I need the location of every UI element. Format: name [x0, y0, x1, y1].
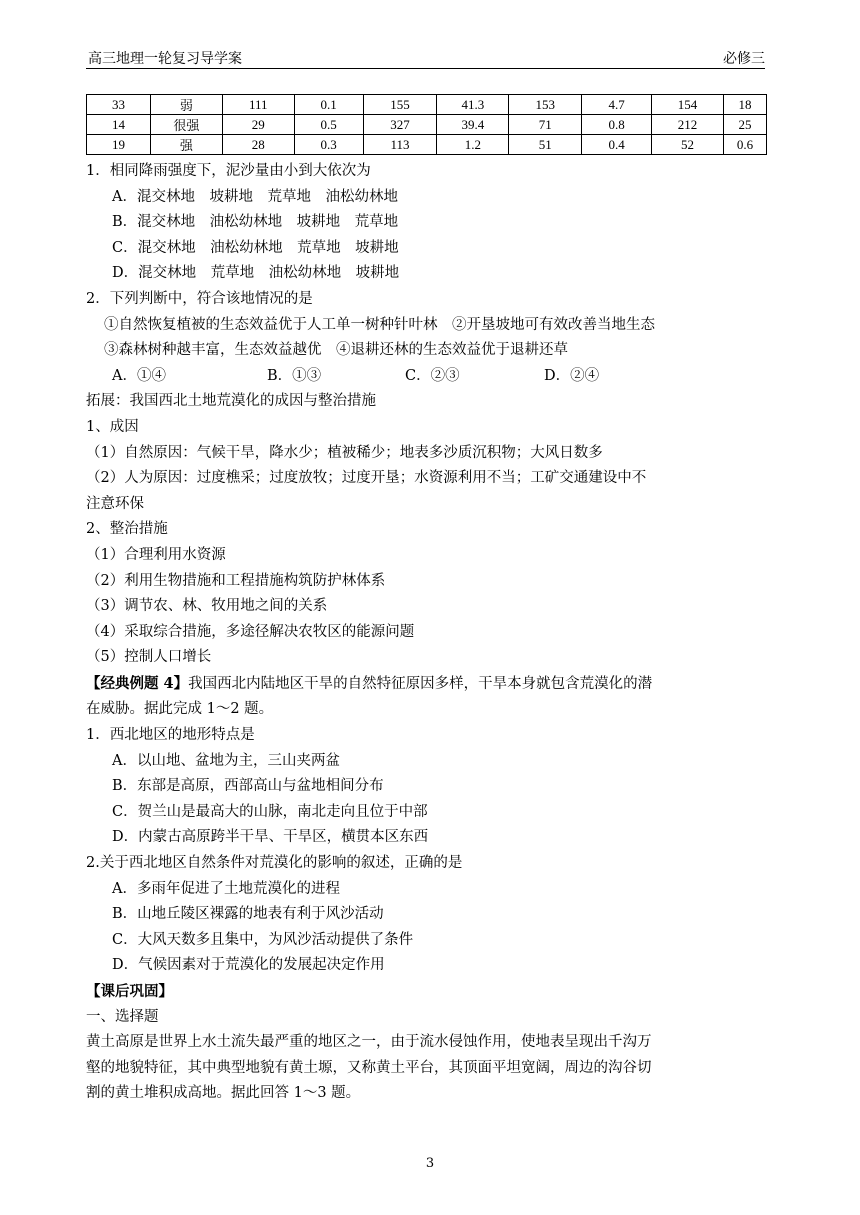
cause-heading: 1、成因: [86, 418, 139, 435]
table-cell: 25: [724, 115, 767, 135]
question-2-statements-1: ①自然恢复植被的生态效益优于人工单一树种针叶林 ②开垦坡地可有效改善当地生态: [104, 316, 655, 333]
example-4-q2-option-d: D．气候因素对于荒漠化的发展起决定作用: [112, 957, 385, 974]
example-4-q2-option-a: A．多雨年促进了土地荒漠化的进程: [112, 880, 340, 897]
table-cell: 强: [150, 135, 222, 155]
loess-paragraph-line-2: 壑的地貌特征，其中典型地貌有黄土塬，又称黄土平台，其顶面平坦宽阔，周边的沟谷切: [86, 1059, 652, 1076]
table-cell: 111: [222, 95, 294, 115]
table-cell: 0.4: [582, 135, 652, 155]
table-cell: 14: [87, 115, 151, 135]
table-cell: 19: [87, 135, 151, 155]
question-1-option-a: A．混交林地 坡耕地 荒草地 油松幼林地: [112, 188, 398, 205]
example-4-intro: [86, 671, 770, 698]
example-4-label: 【经典例题 4】: [86, 674, 189, 692]
table-cell: 4.7: [582, 95, 652, 115]
question-2-stem: 2．下列判断中，符合该地情况的是: [86, 290, 313, 307]
table-cell: 29: [222, 115, 294, 135]
example-4-q2-option-c: C．大风天数多且集中，为风沙活动提供了条件: [112, 931, 414, 948]
example-4-q2-option-b: B．山地丘陵区裸露的地表有利于风沙活动: [112, 906, 384, 923]
extension-title: 拓展：我国西北土地荒漠化的成因与整治措施: [86, 393, 376, 410]
measure-4: （4）采取综合措施，多途径解决农牧区的能源问题: [86, 623, 415, 640]
table-cell: 33: [87, 95, 151, 115]
human-causes-line-2: 注意环保: [86, 495, 144, 512]
table-cell: 153: [509, 95, 582, 115]
header-title: 高三地理一轮复习导学案: [88, 51, 242, 67]
sediment-data-table: [86, 94, 767, 155]
choice-section-heading: 一、选择题: [86, 1008, 159, 1025]
table-body: [87, 95, 767, 155]
measure-5: （5）控制人口增长: [86, 649, 212, 666]
example-4-q1-option-d: D．内蒙古高原跨半干旱、干旱区，横贯本区东西: [112, 829, 429, 846]
question-2-option-a: A．①④: [112, 367, 166, 384]
loess-paragraph-line-1: 黄土高原是世界上水土流失最严重的地区之一，由于流水侵蚀作用，使地表呈现出千沟万: [86, 1034, 652, 1051]
question-2-option-c: C．②③: [405, 367, 460, 384]
example-4-text-1: 我国西北内陆地区干旱的自然特征原因多样，干旱本身就包含荒漠化的潜: [188, 675, 653, 692]
question-2-option-d: D．②④: [544, 367, 600, 384]
document-body: [86, 159, 770, 1107]
table-cell: 51: [509, 135, 582, 155]
example-4-q1-option-c: C．贺兰山是最高大的山脉，南北走向且位于中部: [112, 803, 428, 820]
table-cell: 很强: [150, 115, 222, 135]
table-row: [87, 115, 767, 135]
table-cell: 212: [652, 115, 724, 135]
table-cell: 18: [724, 95, 767, 115]
table-cell: 弱: [150, 95, 222, 115]
loess-paragraph-line-3: 割的黄土堆积成高地。据此回答 1～3 题。: [86, 1085, 361, 1102]
human-causes-line-1: （2）人为原因：过度樵采；过度放牧；过度开垦；水资源利用不当；工矿交通建设中不: [86, 470, 647, 487]
question-2-statements-2: ③森林树种越丰富，生态效益越优 ④退耕还林的生态效益优于退耕还草: [104, 342, 568, 359]
measures-heading: 2、整治措施: [86, 521, 168, 538]
consolidation-heading: 【课后巩固】: [86, 983, 173, 1000]
table-cell: 0.3: [294, 135, 363, 155]
question-1-option-c: C．混交林地 油松幼林地 荒草地 坡耕地: [112, 239, 399, 256]
table-cell: 39.4: [437, 115, 509, 135]
measure-1: （1）合理利用水资源: [86, 546, 226, 563]
example-4-q1-option-a: A．以山地、盆地为主，三山夹两盆: [112, 752, 340, 769]
table-cell: 154: [652, 95, 724, 115]
table-cell: 28: [222, 135, 294, 155]
example-4-text-2: 在威胁。据此完成 1～2 题。: [86, 701, 274, 718]
table-cell: 52: [652, 135, 724, 155]
natural-causes: （1）自然原因：气候干旱，降水少；植被稀少；地表多沙质沉积物；大风日数多: [86, 444, 603, 461]
page-number: 3: [425, 1156, 435, 1171]
question-2-option-b: B．①③: [267, 367, 322, 384]
table-cell: 41.3: [437, 95, 509, 115]
table-cell: 1.2: [437, 135, 509, 155]
page-header: [86, 48, 765, 69]
table-row: [87, 95, 767, 115]
table-cell: 155: [363, 95, 437, 115]
table-row: [87, 135, 767, 155]
header-subject: 必修三: [723, 51, 765, 67]
example-4-q1-option-b: B．东部是高原，西部高山与盆地相间分布: [112, 778, 384, 795]
table-cell: 0.6: [724, 135, 767, 155]
question-2-options: [86, 364, 770, 390]
table-cell: 71: [509, 115, 582, 135]
table-cell: 113: [363, 135, 437, 155]
question-1-option-d: D．混交林地 荒草地 油松幼林地 坡耕地: [112, 265, 400, 282]
measure-2: （2）利用生物措施和工程措施构筑防护林体系: [86, 572, 386, 589]
table-cell: 0.8: [582, 115, 652, 135]
table-cell: 0.5: [294, 115, 363, 135]
question-1-stem: 1．相同降雨强度下，泥沙量由小到大依次为: [86, 163, 371, 179]
measure-3: （3）调节农、林、牧用地之间的关系: [86, 598, 328, 615]
example-4-q1-stem: 1．西北地区的地形特点是: [86, 727, 255, 744]
table-cell: 0.1: [294, 95, 363, 115]
question-1-option-b: B．混交林地 油松幼林地 坡耕地 荒草地: [112, 214, 399, 231]
table-cell: 327: [363, 115, 437, 135]
example-4-q2-stem: 2.关于西北地区自然条件对荒漠化的影响的叙述，正确的是: [86, 855, 463, 872]
